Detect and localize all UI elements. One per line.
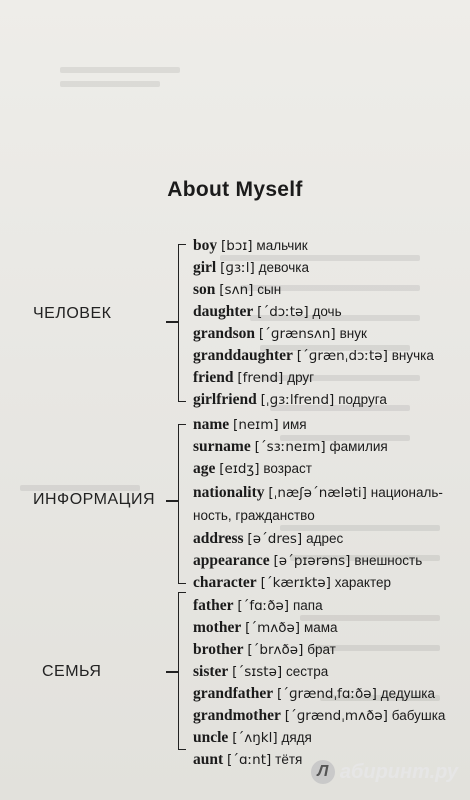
vocab-entry: son [sʌn] сын (193, 281, 282, 298)
vocab-entry: name [neɪm] имя (193, 416, 307, 433)
vocab-entry: appearance [əˊpɪərəns] внешность (193, 552, 423, 569)
vocab-entry: brother [ˊbrʌðə] брат (193, 641, 336, 658)
vocab-entry: girlfriend [ˌɡɜːlfrend] подруга (193, 391, 387, 408)
group-bracket-tick (166, 500, 178, 502)
watermark-text: абиринт.ру (339, 760, 458, 783)
vocab-entry: character [ˊkærɪktə] характер (193, 574, 392, 591)
labirint-badge-icon: Л (311, 760, 335, 784)
group-bracket-tick (166, 321, 178, 323)
group-bracket-tick (166, 671, 178, 673)
vocab-entry: father [ˊfɑːðə] папа (193, 597, 323, 614)
group-bracket-person (178, 244, 186, 402)
category-label-person: ЧЕЛОВЕК (33, 305, 112, 322)
page-title: About Myself (167, 178, 303, 201)
vocab-entry: daughter [ˊdɔːtə] дочь (193, 303, 342, 320)
vocab-entry: granddaughter [ˊɡrænˌdɔːtə] внучка (193, 347, 434, 364)
group-bracket-family (178, 592, 186, 750)
vocab-entry: grandson [ˊɡrænsʌn] внук (193, 325, 367, 342)
vocab-entry: girl [ɡɜːl] девочка (193, 259, 309, 276)
vocab-entry: address [əˊdres] адрес (193, 530, 344, 547)
watermark-logo (311, 760, 458, 784)
vocab-entry: sister [ˊsɪstə] сестра (193, 663, 329, 680)
group-bracket-info (178, 424, 186, 584)
category-label-family: СЕМЬЯ (42, 663, 102, 680)
translation-continuation: ность, гражданство (193, 508, 315, 523)
vocab-entry: boy [bɔɪ] мальчик (193, 237, 308, 254)
vocab-entry: nationality [ˌnæʃəˊnæləti] националь- (193, 484, 443, 501)
vocab-entry: aunt [ˊɑːnt] тётя (193, 751, 303, 768)
vocab-entry: grandfather [ˊɡrændˌfɑːðə] дедушка (193, 685, 436, 702)
vocab-entry: grandmother [ˊɡrændˌmʌðə] бабушка (193, 707, 446, 724)
vocab-entry: surname [ˊsɜːneɪm] фамилия (193, 438, 388, 455)
vocab-entry: age [eɪdʒ] возраст (193, 460, 312, 477)
vocab-entry: friend [frend] друг (193, 369, 315, 386)
vocab-entry: uncle [ˊʌŋkl] дядя (193, 729, 312, 746)
vocab-entry: mother [ˊmʌðə] мама (193, 619, 338, 636)
category-label-info: ИНФОРМАЦИЯ (33, 491, 156, 508)
